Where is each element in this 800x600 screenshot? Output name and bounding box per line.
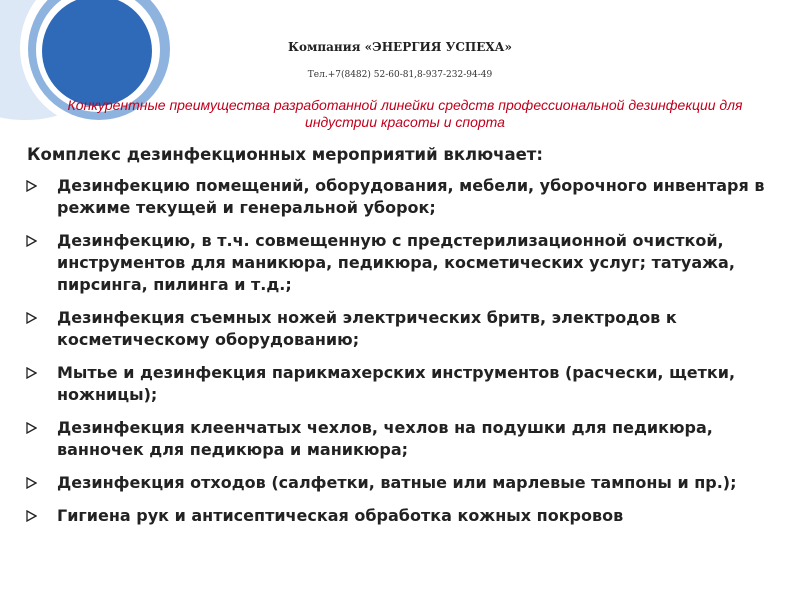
diamond-outline-bullet-icon [26,505,40,527]
diamond-outline-bullet-icon [26,307,40,329]
diamond-outline-bullet-icon [26,417,40,439]
list-item-text: Гигиена рук и антисептическая обработка кожных покровов [57,506,624,525]
list-item [0,362,800,406]
list-item [0,230,800,296]
slide-subtitle: Конкурентные преимущества разработанной линейки средств профессиональной дезинфекции для индустрии красоты и спорта [67,97,743,130]
diamond-outline-bullet-icon [26,175,40,197]
diamond-outline-bullet-icon [26,230,40,252]
list-item-text: Дезинфекция отходов (салфетки, ватные или марлевые тампоны и пр.); [57,473,737,492]
list-item-text: Дезинфекцию, в т.ч. совмещенную с предстерилизационной очисткой, инструментов для маникюра, педикюра, косметических услуг; татуажа, пирсинга, пилинга и т.д.; [57,231,735,294]
list-item-text: Дезинфекция съемных ножей электрических бритв, электродов к косметическому оборудованию; [57,308,677,349]
list-item [0,472,800,494]
list-item-text: Мытье и дезинфекция парикмахерских инструментов (расчески, щетки, ножницы); [57,363,736,404]
diamond-outline-bullet-icon [26,362,40,384]
list-item [0,175,800,219]
list-item-text: Дезинфекция клеенчатых чехлов, чехлов на подушки для педикюра, ванночек для педикюра и маникюра; [57,418,713,459]
list-item [0,417,800,461]
list-item-text: Дезинфекцию помещений, оборудования, мебели, уборочного инвентаря в режиме текущей и генеральной уборок; [57,176,765,217]
list-item [0,505,800,527]
diamond-outline-bullet-icon [26,472,40,494]
company-phone: Тел.+7(8482) 52-60-81,8-937-232-94-49 [307,70,493,80]
measures-list [0,175,800,538]
company-name: Компания «ЭНЕРГИЯ УСПЕХА» [288,40,512,54]
list-item [0,307,800,351]
list-heading: Комплекс дезинфекционных мероприятий включает: [27,145,543,164]
